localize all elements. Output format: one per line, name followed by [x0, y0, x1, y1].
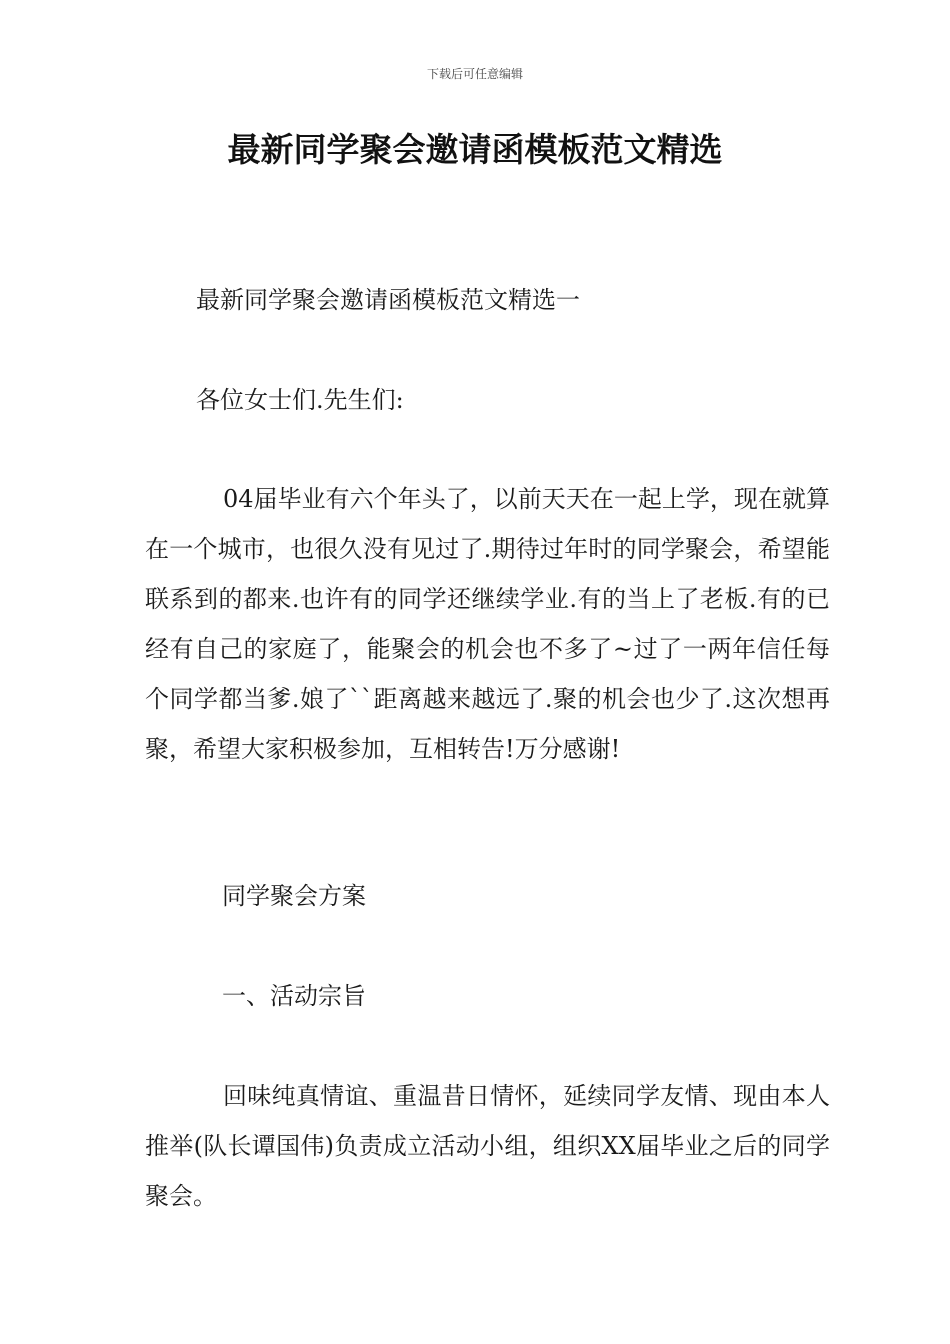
section-heading: 最新同学聚会邀请函模板范文精选一: [196, 286, 580, 314]
plan-heading: 同学聚会方案: [222, 882, 366, 910]
body-paragraph-2: 回味纯真情谊、重温昔日情怀，延续同学友情、现由本人推举(队长谭国伟)负责成立活动小组，组织XX届毕业之后的同学聚会。: [145, 1082, 830, 1210]
header-note: 下载后可任意编辑: [426, 67, 523, 81]
body-paragraph-1: 04届毕业有六个年头了，以前天天在一起上学，现在就算在一个城市，也很久没有见过了.期待过年时的同学聚会，希望能联系到的都来.也许有的同学还继续学业.有的当上了老板.有的已经有自己的家庭了，能聚会的机会也不多了~过了一两年信任每个同学都当爹.娘了``距离越来越远了.聚的机会也少了.这次想再聚，希望大家积极参加，互相转告!万分感谢!: [145, 485, 830, 763]
document-title: 最新同学聚会邀请函模板范文精选: [227, 130, 723, 169]
plan-section-heading: 一、活动宗旨: [222, 982, 366, 1010]
salutation: 各位女士们.先生们:: [196, 386, 404, 414]
